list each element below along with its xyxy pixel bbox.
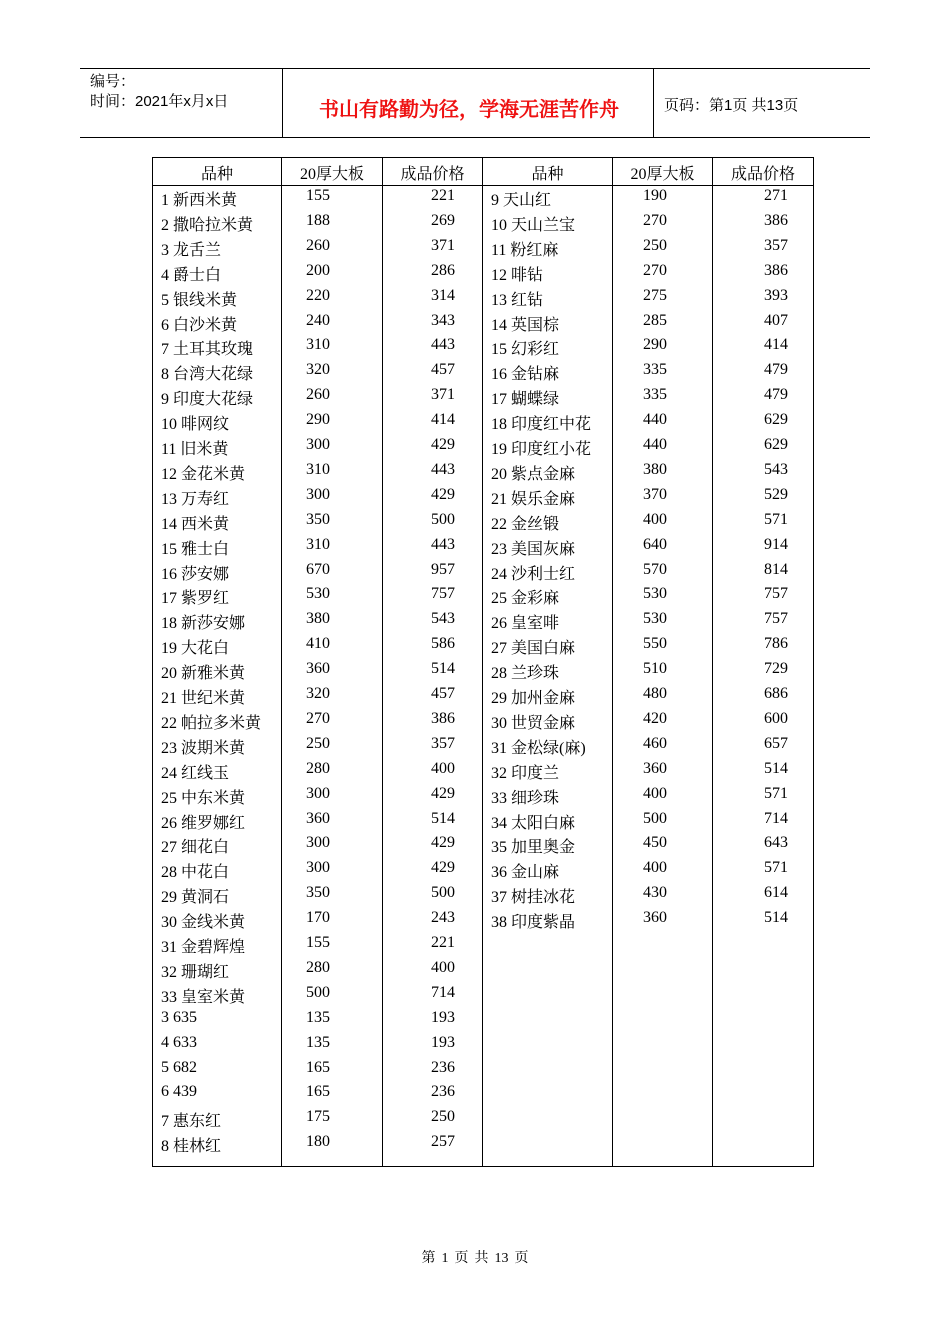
slab-value: 530 xyxy=(306,585,330,603)
variety-name: 30 金线米黄 xyxy=(161,914,246,932)
variety-name: 9 印度大花绿 xyxy=(161,391,254,409)
price-value: 586 xyxy=(431,635,455,653)
table-row xyxy=(153,884,813,909)
slab-value: 380 xyxy=(643,460,667,478)
price-value: 286 xyxy=(431,261,455,279)
table-row xyxy=(153,436,813,461)
price-value: 686 xyxy=(764,685,788,702)
variety-name: 17 紫罗红 xyxy=(161,590,230,608)
variety-name: 23 美国灰麻 xyxy=(491,540,576,558)
price-value: 357 xyxy=(431,734,455,752)
variety-name: 7 土耳其玫瑰 xyxy=(161,341,254,359)
footer-di: 第 xyxy=(421,1251,436,1266)
price-value: 500 xyxy=(431,884,455,902)
slab-value: 175 xyxy=(306,1108,330,1126)
variety-name: 14 英国棕 xyxy=(491,316,560,334)
variety-name: 18 印度红中花 xyxy=(491,416,592,434)
page-label: 页码：第1页 共13页 xyxy=(664,97,799,114)
table-row xyxy=(153,934,813,959)
slab-value: 170 xyxy=(306,909,330,927)
table-row xyxy=(153,834,813,859)
price-value: 343 xyxy=(431,311,455,329)
price-value: 357 xyxy=(764,236,788,254)
price-value: 221 xyxy=(431,934,455,951)
slab-value: 460 xyxy=(643,734,667,752)
variety-name: 16 金钻麻 xyxy=(491,366,560,384)
slab-value: 155 xyxy=(306,934,330,951)
price-value: 786 xyxy=(764,635,788,653)
variety-name: 11 旧米黄 xyxy=(161,441,229,458)
variety-name: 10 啡网纹 xyxy=(161,416,230,434)
header-divider xyxy=(153,185,813,186)
table-row xyxy=(153,1059,813,1084)
variety-name: 22 金丝锻 xyxy=(491,515,560,533)
variety-name: 4 爵士白 xyxy=(161,266,222,284)
slab-value: 430 xyxy=(643,884,667,902)
table-row xyxy=(153,1009,813,1034)
price-value: 714 xyxy=(431,983,455,1001)
price-value: 386 xyxy=(764,261,788,279)
slab-value: 360 xyxy=(643,909,667,927)
variety-name: 2 撒哈拉米黄 xyxy=(161,216,254,234)
variety-name: 32 印度兰 xyxy=(491,764,560,782)
price-value: 429 xyxy=(431,436,455,453)
slab-value: 440 xyxy=(643,436,667,453)
table-row xyxy=(153,536,813,561)
price-value: 414 xyxy=(764,336,788,354)
slab-value: 360 xyxy=(306,660,330,678)
variety-name: 11 粉红麻 xyxy=(491,241,559,259)
price-value: 429 xyxy=(431,784,455,802)
table-row xyxy=(153,785,813,810)
price-value: 457 xyxy=(431,361,455,379)
table-row xyxy=(153,287,813,312)
variety-name: 36 金山麻 xyxy=(491,864,560,882)
col-header-price: 成品价格 xyxy=(400,166,465,183)
table-row xyxy=(153,660,813,685)
table-row xyxy=(153,585,813,610)
table-row xyxy=(153,1133,813,1158)
price-value: 443 xyxy=(431,336,455,354)
slab-value: 350 xyxy=(306,884,330,902)
slab-value: 300 xyxy=(306,436,330,453)
variety-name: 33 皇室米黄 xyxy=(161,988,246,1006)
table-row xyxy=(153,386,813,411)
variety-name: 34 太阳白麻 xyxy=(491,814,576,832)
variety-name: 19 印度红小花 xyxy=(491,441,592,458)
slab-value: 550 xyxy=(643,635,667,653)
slab-value: 270 xyxy=(643,211,667,229)
price-value: 729 xyxy=(764,660,788,678)
slab-value: 250 xyxy=(306,734,330,752)
variety-name: 27 美国白麻 xyxy=(491,640,576,658)
variety-name: 23 波期米黄 xyxy=(161,739,246,757)
variety-name: 28 兰珍珠 xyxy=(491,665,560,683)
slab-value: 190 xyxy=(643,187,667,204)
variety-name: 26 皇室啡 xyxy=(491,615,560,633)
table-row xyxy=(153,212,813,237)
table-row xyxy=(153,959,813,984)
slab-value: 310 xyxy=(306,336,330,354)
slab-value: 410 xyxy=(306,635,330,653)
variety-name: 13 红钻 xyxy=(491,291,544,309)
slab-value: 335 xyxy=(643,361,667,379)
variety-name: 18 新莎安娜 xyxy=(161,615,246,633)
variety-name: 17 蝴蝶绿 xyxy=(491,391,560,409)
table-row xyxy=(153,909,813,934)
variety-name: 10 天山兰宝 xyxy=(491,216,576,234)
slab-value: 400 xyxy=(643,510,667,528)
price-value: 400 xyxy=(431,958,455,976)
footer-page-number: 1 xyxy=(441,1251,449,1266)
col-header-slab: 20厚大板 xyxy=(299,166,364,183)
slab-value: 380 xyxy=(306,610,330,628)
table-row xyxy=(153,1034,813,1059)
slab-value: 530 xyxy=(643,585,667,603)
footer-ye-2: 页 xyxy=(514,1251,529,1266)
price-table xyxy=(152,157,814,1167)
page-footer xyxy=(0,1247,950,1267)
table-row xyxy=(153,859,813,884)
price-value: 479 xyxy=(764,361,788,379)
price-value: 429 xyxy=(431,859,455,877)
variety-name: 38 印度紫晶 xyxy=(491,914,576,932)
price-value: 443 xyxy=(431,535,455,553)
slab-value: 500 xyxy=(306,983,330,1001)
variety-name: 3 635 xyxy=(161,1008,197,1026)
slab-value: 300 xyxy=(306,784,330,802)
variety-name: 6 439 xyxy=(161,1083,197,1101)
table-row xyxy=(153,760,813,785)
price-value: 571 xyxy=(764,510,788,528)
variety-name: 1 新西米黄 xyxy=(161,192,238,209)
table-row xyxy=(153,635,813,660)
variety-name: 21 娱乐金麻 xyxy=(491,490,576,508)
slab-value: 570 xyxy=(643,560,667,578)
slab-value: 220 xyxy=(306,286,330,304)
slab-value: 240 xyxy=(306,311,330,329)
variety-name: 27 细花白 xyxy=(161,839,230,857)
price-value: 457 xyxy=(431,685,455,702)
col-header-variety-2: 品种 xyxy=(531,166,564,183)
header-page-cell xyxy=(654,69,870,137)
variety-name: 5 682 xyxy=(161,1058,197,1076)
variety-name: 5 银线米黄 xyxy=(161,291,238,309)
slab-value: 260 xyxy=(306,386,330,404)
variety-name: 32 珊瑚红 xyxy=(161,963,230,981)
price-value: 400 xyxy=(431,759,455,777)
variety-name: 25 金彩麻 xyxy=(491,590,560,608)
variety-name: 29 加州金麻 xyxy=(491,690,576,707)
slab-value: 135 xyxy=(306,1008,330,1026)
page-header xyxy=(80,68,870,138)
slab-value: 360 xyxy=(306,809,330,827)
slab-value: 420 xyxy=(643,709,667,727)
variety-name: 16 莎安娜 xyxy=(161,565,230,583)
slab-value: 270 xyxy=(643,261,667,279)
footer-ye: 页 xyxy=(454,1251,469,1266)
variety-name: 24 沙利士红 xyxy=(491,565,576,583)
price-value: 529 xyxy=(764,485,788,503)
slab-value: 280 xyxy=(306,759,330,777)
footer-gong: 共 xyxy=(474,1251,489,1266)
variety-name: 4 633 xyxy=(161,1033,197,1051)
variety-name: 26 维罗娜红 xyxy=(161,814,246,832)
table-row xyxy=(153,511,813,536)
price-value: 514 xyxy=(431,809,455,827)
variety-name: 13 万寿红 xyxy=(161,490,230,508)
time-label: 时间：2021年x月x日 xyxy=(90,93,229,110)
slab-value: 320 xyxy=(306,685,330,702)
variety-name: 29 黄洞石 xyxy=(161,889,230,907)
slab-value: 200 xyxy=(306,261,330,279)
variety-name: 12 金花米黄 xyxy=(161,465,246,483)
price-value: 714 xyxy=(764,809,788,827)
variety-name: 24 红线玉 xyxy=(161,764,230,782)
price-value: 657 xyxy=(764,734,788,752)
slab-value: 500 xyxy=(643,809,667,827)
price-value: 393 xyxy=(764,286,788,304)
slab-value: 400 xyxy=(643,784,667,802)
slab-value: 188 xyxy=(306,211,330,229)
slab-value: 350 xyxy=(306,510,330,528)
variety-name: 3 龙舌兰 xyxy=(161,241,222,259)
variety-name: 31 金松绿(麻) xyxy=(491,739,586,757)
variety-name: 15 雅士白 xyxy=(161,540,230,558)
variety-name: 31 金碧辉煌 xyxy=(161,939,246,956)
variety-name: 35 加里奥金 xyxy=(491,839,576,857)
table-row xyxy=(153,187,813,212)
price-value: 629 xyxy=(764,436,788,453)
slab-value: 280 xyxy=(306,958,330,976)
price-value: 193 xyxy=(431,1008,455,1026)
price-value: 514 xyxy=(764,909,788,927)
col-header-slab-2: 20厚大板 xyxy=(630,166,695,183)
slab-value: 250 xyxy=(643,236,667,254)
variety-name: 6 白沙米黄 xyxy=(161,316,238,334)
price-value: 407 xyxy=(764,311,788,329)
price-value: 193 xyxy=(431,1033,455,1051)
price-value: 514 xyxy=(431,660,455,678)
variety-name: 20 新雅米黄 xyxy=(161,665,246,683)
price-value: 629 xyxy=(764,411,788,429)
price-value: 250 xyxy=(431,1108,455,1126)
table-row xyxy=(153,237,813,262)
price-value: 914 xyxy=(764,535,788,553)
slab-value: 290 xyxy=(643,336,667,354)
slab-value: 270 xyxy=(306,709,330,727)
table-row xyxy=(153,984,813,1009)
slab-value: 335 xyxy=(643,386,667,404)
table-row xyxy=(153,1108,813,1133)
footer-total-pages: 13 xyxy=(494,1251,509,1266)
price-value: 221 xyxy=(431,187,455,204)
price-value: 957 xyxy=(431,560,455,578)
slab-value: 320 xyxy=(306,361,330,379)
variety-name: 20 紫点金麻 xyxy=(491,465,576,483)
slab-value: 670 xyxy=(306,560,330,578)
price-value: 243 xyxy=(431,909,455,927)
price-value: 571 xyxy=(764,859,788,877)
price-value: 236 xyxy=(431,1058,455,1076)
price-value: 386 xyxy=(431,709,455,727)
col-header-price-2: 成品价格 xyxy=(730,166,795,183)
table-row xyxy=(153,262,813,287)
slab-value: 165 xyxy=(306,1058,330,1076)
table-row xyxy=(153,1083,813,1108)
slab-value: 480 xyxy=(643,685,667,702)
variety-name: 15 幻彩红 xyxy=(491,341,560,359)
price-value: 371 xyxy=(431,236,455,254)
slab-value: 290 xyxy=(306,411,330,429)
price-value: 600 xyxy=(764,709,788,727)
header-motto-cell xyxy=(282,69,654,137)
slab-value: 310 xyxy=(306,460,330,478)
variety-name: 37 树挂冰花 xyxy=(491,889,576,907)
variety-name: 33 细珍珠 xyxy=(491,789,560,807)
price-value: 236 xyxy=(431,1083,455,1101)
price-value: 429 xyxy=(431,485,455,503)
price-value: 500 xyxy=(431,510,455,528)
slab-value: 135 xyxy=(306,1033,330,1051)
price-value: 429 xyxy=(431,834,455,852)
table-row xyxy=(153,336,813,361)
variety-name: 8 桂林红 xyxy=(161,1138,222,1156)
variety-name: 22 帕拉多米黄 xyxy=(161,714,262,732)
slab-value: 300 xyxy=(306,485,330,503)
motto: 书山有路勤为径，学海无涯苦作舟 xyxy=(319,97,619,121)
slab-value: 275 xyxy=(643,286,667,304)
price-value: 757 xyxy=(764,610,788,628)
slab-value: 300 xyxy=(306,834,330,852)
price-value: 443 xyxy=(431,460,455,478)
slab-value: 640 xyxy=(643,535,667,553)
table-row xyxy=(153,361,813,386)
price-value: 479 xyxy=(764,386,788,404)
variety-name: 8 台湾大花绿 xyxy=(161,366,254,384)
slab-value: 530 xyxy=(643,610,667,628)
variety-name: 9 天山红 xyxy=(491,192,552,209)
slab-value: 370 xyxy=(643,485,667,503)
price-value: 814 xyxy=(764,560,788,578)
variety-name: 30 世贸金麻 xyxy=(491,714,576,732)
variety-name: 19 大花白 xyxy=(161,640,230,658)
price-value: 414 xyxy=(431,411,455,429)
slab-value: 440 xyxy=(643,411,667,429)
col-header-variety: 品种 xyxy=(200,166,233,183)
slab-value: 165 xyxy=(306,1083,330,1101)
slab-value: 300 xyxy=(306,859,330,877)
table-row xyxy=(153,810,813,835)
slab-value: 285 xyxy=(643,311,667,329)
price-value: 269 xyxy=(431,211,455,229)
variety-name: 28 中花白 xyxy=(161,864,230,882)
variety-name: 7 惠东红 xyxy=(161,1113,222,1131)
slab-value: 310 xyxy=(306,535,330,553)
price-value: 571 xyxy=(764,784,788,802)
table-row xyxy=(153,735,813,760)
price-value: 757 xyxy=(431,585,455,603)
table-row xyxy=(153,312,813,337)
table-row xyxy=(153,610,813,635)
price-value: 314 xyxy=(431,286,455,304)
slab-value: 155 xyxy=(306,187,330,204)
variety-name: 14 西米黄 xyxy=(161,515,230,533)
table-row xyxy=(153,561,813,586)
slab-value: 260 xyxy=(306,236,330,254)
price-value: 643 xyxy=(764,834,788,852)
price-value: 371 xyxy=(431,386,455,404)
slab-value: 510 xyxy=(643,660,667,678)
slab-value: 400 xyxy=(643,859,667,877)
price-value: 257 xyxy=(431,1133,455,1151)
variety-name: 25 中东米黄 xyxy=(161,789,246,807)
slab-value: 360 xyxy=(643,759,667,777)
price-value: 614 xyxy=(764,884,788,902)
price-value: 386 xyxy=(764,211,788,229)
number-label: 编号： xyxy=(90,73,136,90)
variety-name: 21 世纪米黄 xyxy=(161,690,246,707)
table-row xyxy=(153,461,813,486)
price-value: 514 xyxy=(764,759,788,777)
table-row xyxy=(153,411,813,436)
price-value: 543 xyxy=(764,460,788,478)
slab-value: 180 xyxy=(306,1133,330,1151)
slab-value: 450 xyxy=(643,834,667,852)
price-value: 757 xyxy=(764,585,788,603)
variety-name: 12 啡钻 xyxy=(491,266,544,284)
price-value: 271 xyxy=(764,187,788,204)
price-value: 543 xyxy=(431,610,455,628)
table-row xyxy=(153,486,813,511)
table-row xyxy=(153,710,813,735)
table-row xyxy=(153,685,813,710)
header-info xyxy=(80,69,282,137)
